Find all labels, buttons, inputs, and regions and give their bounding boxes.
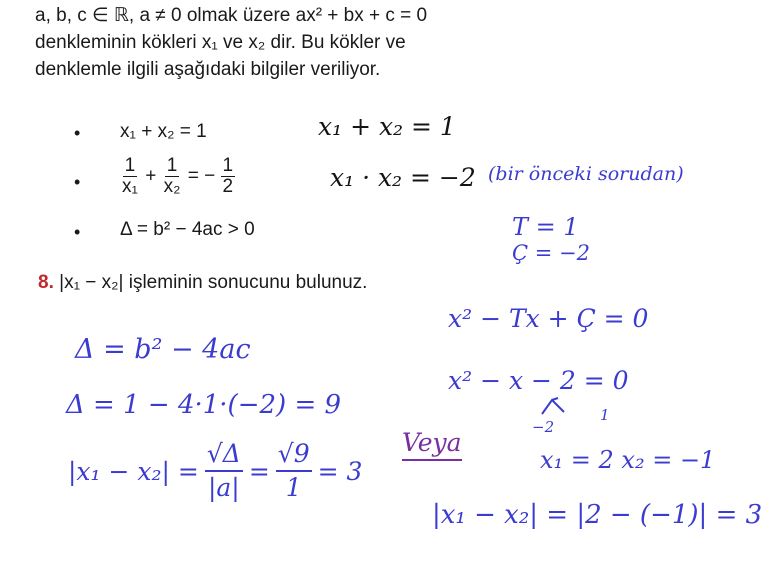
hand-eq2: x² − x − 2 = 0 bbox=[448, 366, 629, 395]
bullet-dot-2: • bbox=[74, 172, 81, 192]
hand-final: |x₁ − x₂| = |2 − (−1)| = 3 bbox=[432, 500, 763, 530]
hand-factor-a: −2 bbox=[532, 418, 555, 436]
intro-line-3: denklemle ilgili aşağıdaki bilgiler veriliyor. bbox=[35, 59, 381, 80]
hand-note: (bir önceki sorudan) bbox=[488, 163, 684, 185]
question-8 bbox=[38, 272, 367, 294]
bullet-dot-3: • bbox=[74, 222, 81, 242]
intro-line-1: a, b, c ∈ ℝ, a ≠ 0 olmak üzere ax² + bx + c = 0 bbox=[35, 5, 428, 26]
hand-frac-sqrt-9: $\frac{√9}{1}$ bbox=[277, 439, 310, 502]
bullet-sum: x₁ + x₂ = 1 bbox=[120, 121, 207, 142]
hand-sum: x₁ + x₂ = 1 bbox=[318, 112, 456, 141]
hand-T: T = 1 bbox=[512, 213, 579, 241]
factor-cross-mark bbox=[538, 396, 578, 416]
hand-delta-def: Δ = b² − 4ac bbox=[75, 334, 251, 365]
bullet-dot-1: • bbox=[74, 123, 81, 143]
hand-abs-formula: |x₁ − x₂| = $\frac{√\Delta}{|a|}$ = $\frac{√9}{1}$ = 3 bbox=[68, 439, 363, 502]
hand-C: Ç = −2 bbox=[512, 241, 590, 265]
fraction-1-over-2: $\frac{1}{2}$ bbox=[222, 155, 234, 197]
hand-factor-b: 1 bbox=[600, 406, 610, 424]
fraction-1-over-x1: $\frac{1}{\text{x₁}}$ bbox=[122, 155, 138, 197]
bullet-discriminant: Δ = b² − 4ac > 0 bbox=[120, 219, 255, 240]
bullet-reciprocal-sum: $\frac{1}{\text{x₁}}$ + $\frac{1}{\text{x₂}}$ = − $\frac{1}{2}$ bbox=[122, 155, 234, 197]
question-text: |x₁ − x₂| işleminin sonucunu bulunuz. bbox=[59, 272, 368, 293]
hand-product: x₁ · x₂ = −2 bbox=[330, 163, 476, 192]
hand-frac-sqrt-delta: $\frac{√\Delta}{|a|}$ bbox=[206, 439, 241, 502]
problem-intro bbox=[35, 2, 427, 83]
question-number: 8. bbox=[38, 272, 54, 293]
intro-line-2: denkleminin kökleri x₁ ve x₂ dir. Bu kökler ve bbox=[35, 32, 406, 53]
hand-roots: x₁ = 2 x₂ = −1 bbox=[540, 446, 716, 474]
hand-delta-value: Δ = 1 − 4·1·(−2) = 9 bbox=[66, 390, 342, 420]
fraction-1-over-x2: $\frac{1}{\text{x₂}}$ bbox=[163, 155, 181, 197]
hand-eq1: x² − Tx + Ç = 0 bbox=[448, 304, 649, 333]
hand-veya: Veya bbox=[402, 428, 462, 461]
